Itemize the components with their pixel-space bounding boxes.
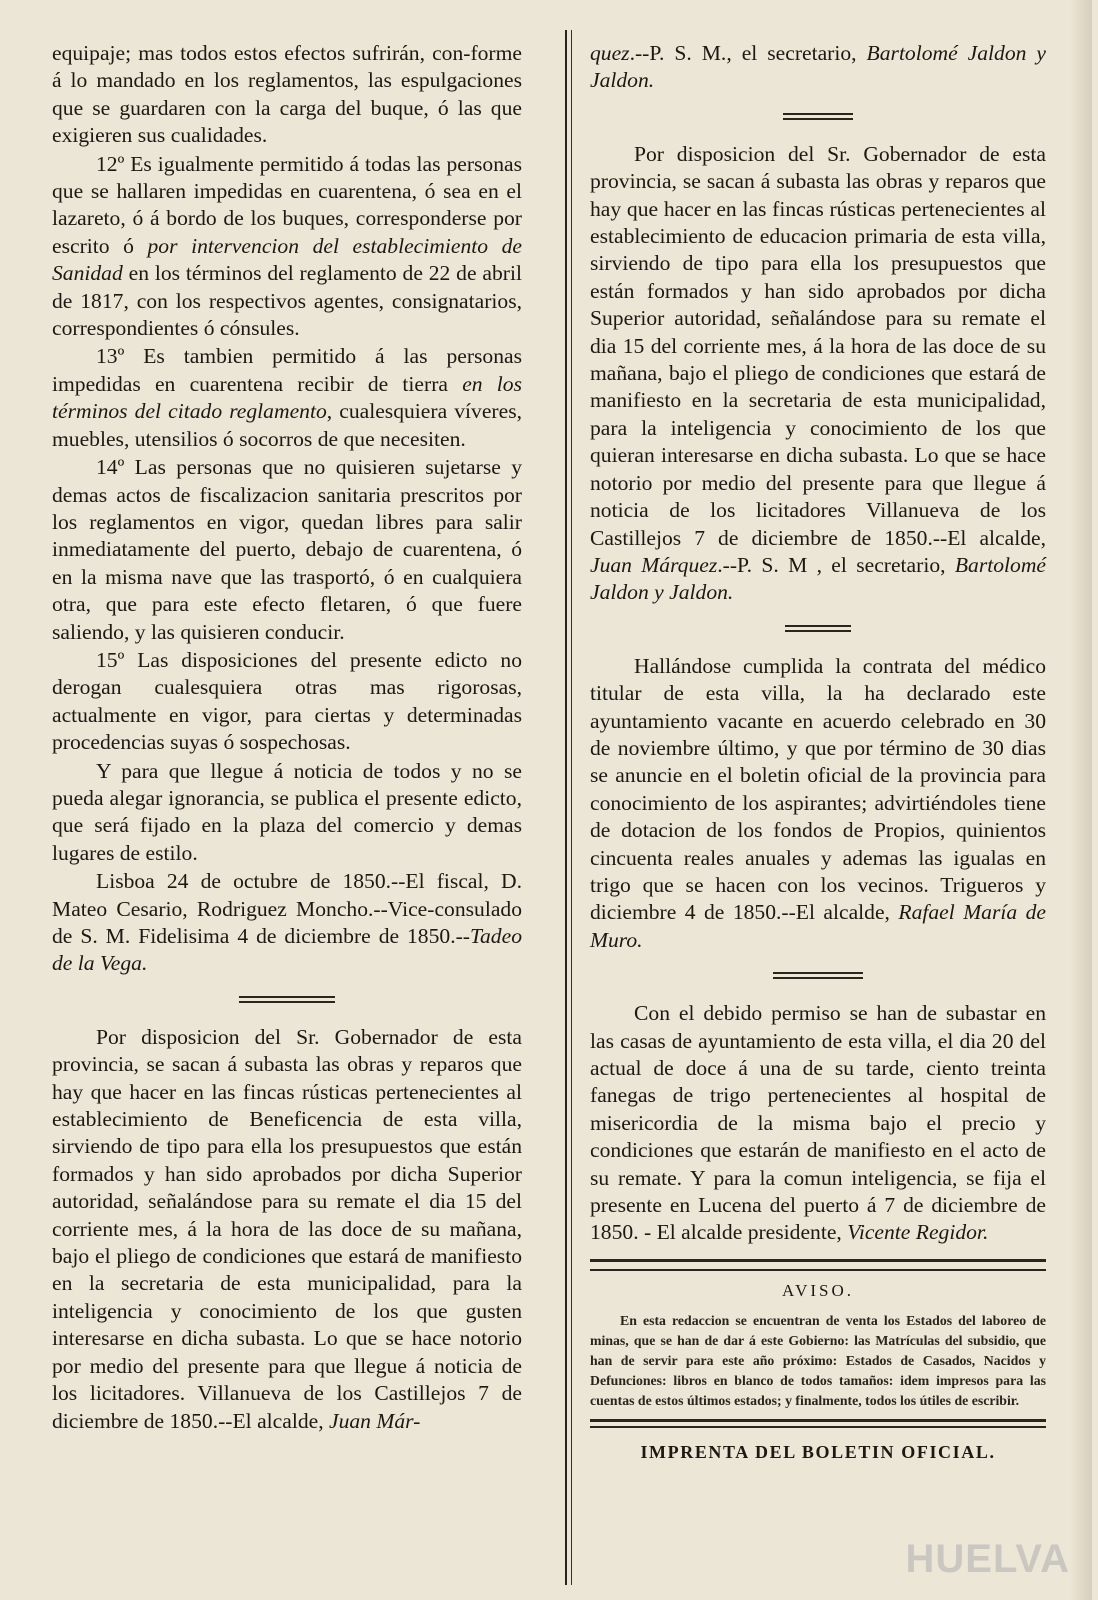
beneficencia-notice-paragraph [52,1024,522,1435]
article-13-italic: en los términos del citado reglamento [52,371,522,424]
lisboa-text: Lisboa 24 de octubre de 1850.--El fiscal, D. Mateo Cesario, Rodriguez Moncho.--Vice-consulado de S. M. Fidelisima 4 de diciembre de 1850.-- [52,869,522,948]
column-divider [565,30,567,1585]
imprenta-footer: IMPRENTA DEL BOLETIN OFICIAL. [640,1441,996,1462]
page-edge-shadow [1070,0,1092,1600]
section-ornament [785,623,851,635]
article-15-paragraph: 15º Las disposiciones del presente edicto no derogan cualesquiera otras mas rigorosas, actualmente en vigor, para ciertas y determinadas procedencias suyas ó sospechosas. [52,647,522,755]
trigo-text: Con el debido permiso se han de subastar en las casas de ayuntamiento de esta villa, el dia 20 del actual de doce á una de su tarde, ciento treinta fanegas de trigo pertenecientes al hospital de misericordia de la misma bajo el precio y condiciones que estarán de manifiesto en el acto de su remate. Y para la comun inteligencia, se fija el presente en Lucena del puerto á 7 de diciembre de 1850. - El alcalde presidente, [590,1001,1046,1245]
article-12-paragraph [52,151,522,343]
aviso-top-rule [590,1259,1046,1271]
signature-juan-marquez-start: Juan Már- [329,1408,421,1433]
article-12-text-b: en los términos del reglamento de 22 de abril de 1817, con los respectivos agentes, consignatarios, correspondientes ó cónsules. [52,261,522,341]
equipaje-paragraph: equipaje; mas todos estos efectos sufrirán, con-forme á lo mandado en los reglamentos, las espulgaciones que se guardaren con la carga del buque, ó las que exigieren sus cualidades. [52,41,522,148]
section-ornament [239,994,335,1006]
article-12-italic: por intervencion del establecimiento de Sanidad [52,233,522,286]
article-14-paragraph: 14º Las personas que no quisieren sujetarse y demas actos de fiscalizacion sanitaria prescritos por los reglamentos en vigor, quedan libres para salir inmediatamente del puerto, debajo de cuarentena, ó en la misma nave que las trasportó, ó en cualquiera otra, que para este efecto fletaren, ó que fuere saliendo, y las quisieren conducir. [52,455,522,644]
signature-bartolome-jaldon: Bartolomé Jaldon y Jaldon. [590,552,1047,605]
section-ornament [783,111,853,123]
educacion-notice-paragraph [590,141,1046,607]
imprenta-rule [590,1419,1046,1428]
publication-paragraph: Y para que llegue á noticia de todos y no se pueda alegar ignorancia, se publica el presente edicto, que será fijado en la plaza del comercio y demas lugares de estilo. [52,758,522,865]
aviso-body: En esta redaccion se encuentran de venta los Estados del laboreo de minas, que se han de dar á este Gobierno: las Matrículas del subsidio, que han de servir para este año próximo: Estados de Casados, Nacidos y Defunciones: libros en blanco de todos tamaños: idem impresos para las cuentas de estos últimos estados; y finalmente, todos los útiles de escribir. [590,1312,1046,1408]
signature-vicente-regidor: Vicente Regidor. [847,1220,989,1245]
section-ornament [773,970,863,982]
article-13-paragraph [52,343,522,453]
continued-signature-paragraph [590,40,1046,95]
signature-juan-marquez: Juan Márquez [590,552,718,577]
article-13-text-a: 13º Es tambien permitido á las personas impedidas en cuarentena recibir de tierra [52,344,522,396]
signature-tadeo: Tadeo de la Vega. [52,924,522,976]
signature-rafael-maria: Rafael María de Muro. [590,900,1046,952]
huelva-watermark-logo: HUELVA [905,1537,1070,1581]
educacion-text-a: Por disposicion del Sr. Gobernador de esta provincia, se sacan á subasta las obras y reparos que hay que hacer en las fincas rústicas pertenecientes al establecimiento de educacion primaria de esta villa, sirviendo de tipo para ella los presupuestos que están formados y han sido aprobados por dicha Superior autoridad, señalándose para su remate el dia 15 del corriente mes, á la hora de las doce de su mañana, bajo el pliego de condiciones que estará de manifiesto en la secretaria de esta municipalidad, para la inteligencia y conocimiento de los que quieran interesarse en dicha subasta. Lo que se hace notorio por medio del presente para que llegue á noticia de los licitadores Villanueva de los Castillejos 7 de diciembre de 1850.--El alcalde, [590,141,1046,550]
secretary-text: .--P. S. M., el secretario, [629,41,867,65]
column-divider-inner [571,30,572,1585]
aviso-heading: AVISO. [781,1280,854,1300]
left-column [52,40,522,1435]
educacion-text-b: .--P. S. M , el secretario, [717,552,955,577]
article-12-text-a: 12º Es igualmente permitido á todas las personas que se hallaren impedidas en cuarentena, ó sea en el lazareto, ó á bordo de los buques, corresponderse por escrito ó [52,151,522,258]
right-column [590,40,1046,1463]
article-13-text-b: , cualesquiera víveres, muebles, utensilios ó socorros de que necesiten. [52,399,523,451]
lisboa-signature-paragraph [52,868,522,978]
signature-marquez-end: quez [590,41,630,65]
signature-jaldon: Bartolomé Jaldon y Jaldon. [590,41,1046,93]
medico-notice-paragraph [590,653,1046,954]
trigo-subasta-paragraph [590,1000,1046,1247]
beneficencia-text: Por disposicion del Sr. Gobernador de esta provincia, se sacan á subasta las obras y reparos que hay que hacer en las fincas rústicas pertenecientes al establecimiento de Beneficencia de esta villa, sirviendo de tipo para ella los presupuestos que están formados y han sido aprobados por dicha Superior autoridad, señalándose para su remate el dia 15 del corriente mes, á la hora de las doce de su mañana, bajo el pliego de condiciones que estará de manifiesto en la secretaria de esta municipalidad, para la inteligencia y conocimiento de los que gusten interesarse en dicha subasta. Lo que se hace notorio por medio del presente para que llegue á noticia de los licitadores. Villanueva de los Castillejos 7 de diciembre de 1850.--El alcalde, [52,1024,522,1433]
medico-text: Hallándose cumplida la contrata del médico titular de esta villa, la ha declarado este ayuntamiento vacante en acuerdo celebrado en 30 de noviembre último, y que por término de 30 dias se anuncie en el boletin oficial de la provincia para conocimiento de los aspirantes; advirtiéndoles tiene de dotacion de los fondos de Propios, quinientos cincuenta reales anuales y ademas las igualas en trigo que se hacen con los vecinos. Trigueros y diciembre 4 de 1850.--El alcalde, [590,653,1046,925]
